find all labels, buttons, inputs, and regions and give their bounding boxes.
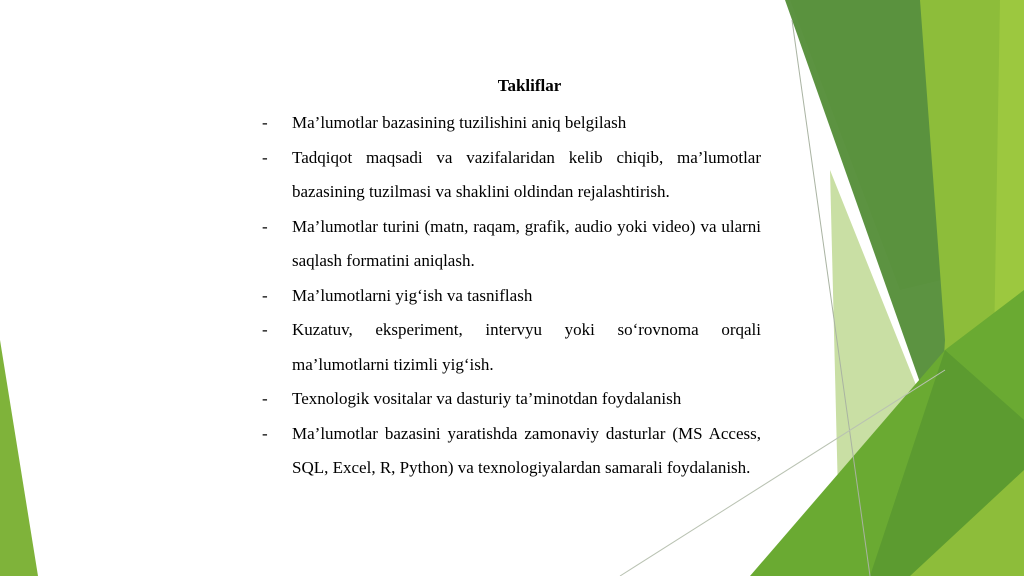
bullet-dash: - — [262, 113, 268, 132]
bullet-dash: - — [262, 285, 268, 305]
slide-content — [258, 72, 761, 486]
list-item — [258, 141, 761, 210]
proposal-list — [258, 106, 761, 486]
bullet-dash: - — [262, 147, 268, 167]
slide-title: Takliflar — [497, 76, 562, 95]
list-item-text: Ma’lumotlar bazasining tuzilishini aniq belgilash — [292, 113, 627, 132]
list-item — [258, 313, 761, 382]
list-item — [258, 279, 761, 314]
list-item — [258, 417, 761, 486]
left-green-sliver — [0, 340, 38, 576]
bullet-dash: - — [262, 423, 268, 443]
list-item-text: Ma’lumotlar turini (matn, raqam, grafik, audio yoki video) va ularni saqlash formatini aniqlash. — [292, 216, 761, 270]
list-item-text: Ma’lumotlar bazasini yaratishda zamonaviy dasturlar (MS Access, SQL, Excel, R, Python) va texnologiyalardan samarali foydalanish. — [292, 423, 761, 477]
list-item — [258, 382, 761, 417]
bullet-dash: - — [262, 216, 268, 236]
list-item-text: Ma’lumotlarni yig‘ish va tasniflash — [292, 285, 533, 305]
list-item-text: Kuzatuv, eksperiment, intervyu yoki so‘rovnoma orqali ma’lumotlarni tizimli yig‘ish. — [292, 320, 761, 374]
bullet-dash: - — [262, 389, 268, 408]
list-item-text: Tadqiqot maqsadi va vazifalaridan kelib chiqib, ma’lumotlar bazasining tuzilmasi va shaklini oldindan rejalashtirish. — [292, 147, 761, 201]
list-item-text: Texnologik vositalar va dasturiy ta’minotdan foydalanish — [292, 389, 682, 408]
list-item — [258, 106, 761, 141]
list-item — [258, 210, 761, 279]
bullet-dash: - — [262, 320, 268, 339]
